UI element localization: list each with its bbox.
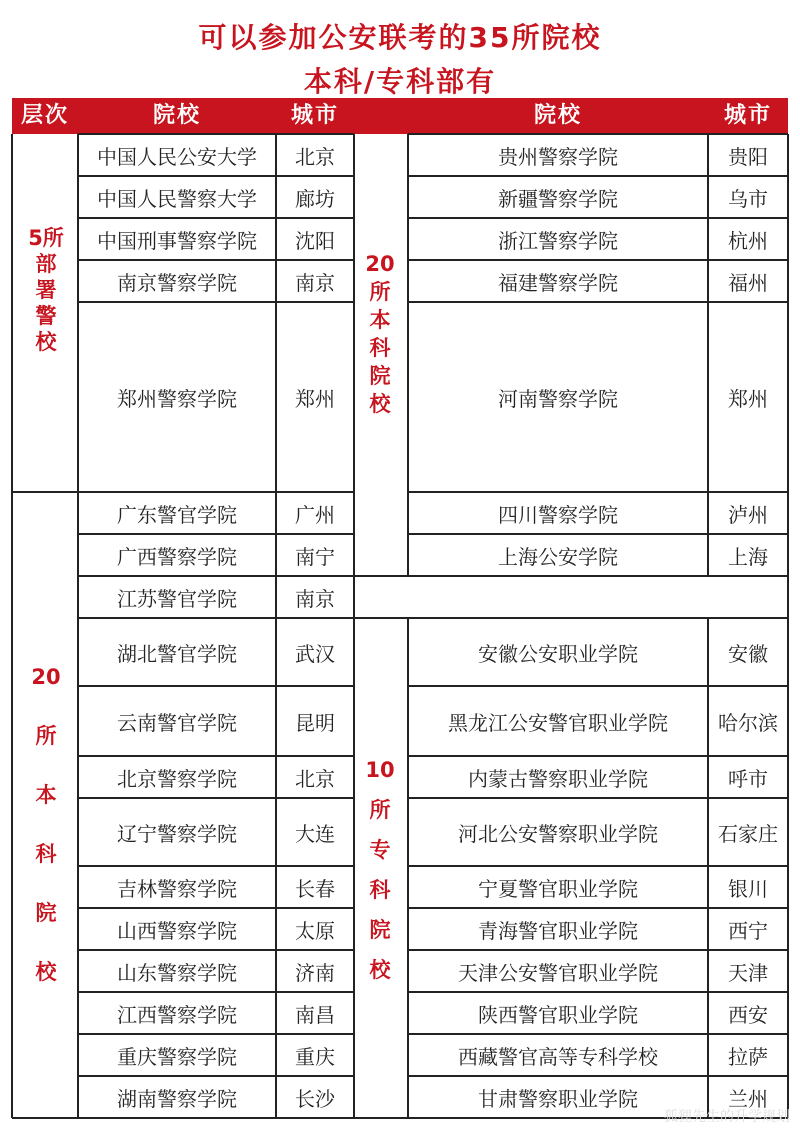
grid-line: [78, 617, 354, 619]
grid-line: [78, 685, 354, 687]
school-cell-right: 西藏警官高等专科学校: [458, 1044, 658, 1069]
school-cell-right: 贵州警察学院: [498, 144, 618, 169]
group-label-char: 20: [365, 252, 395, 276]
school-cell-right: 陕西警官职业学院: [478, 1002, 638, 1027]
group-label-char: 所: [369, 280, 391, 304]
grid-line: [11, 134, 13, 1118]
school-cell-right: 浙江警察学院: [498, 228, 618, 253]
school-cell-right: 宁夏警官职业学院: [478, 876, 638, 901]
group-label-char: 警: [35, 304, 57, 328]
city-cell-right: 兰州: [728, 1086, 768, 1111]
grid-line: [408, 865, 788, 867]
city-cell-right: 西安: [728, 1002, 768, 1027]
grid-line: [78, 1075, 354, 1077]
school-cell-right: 新疆警察学院: [498, 186, 618, 211]
group-label-char: 科: [35, 842, 57, 866]
grid-line: [78, 1033, 354, 1035]
group-label-char: 校: [35, 960, 57, 984]
city-cell-right: 安徽: [728, 641, 768, 666]
page-title: 可以参加公安联考的35所院校: [198, 21, 602, 54]
grid-line: [408, 1033, 788, 1035]
city-cell-right: 石家庄: [718, 821, 778, 846]
school-cell-left: 中国刑事警察学院: [97, 228, 257, 253]
city-cell-left: 南宁: [295, 544, 335, 569]
city-cell-left: 重庆: [295, 1044, 335, 1069]
grid-line: [78, 175, 354, 177]
city-cell-left: 济南: [295, 960, 335, 985]
school-cell-left: 广东警官学院: [117, 502, 237, 527]
school-cell-right: 黑龙江公安警官职业学院: [448, 710, 668, 735]
grid-line: [12, 491, 78, 493]
school-cell-left: 重庆警察学院: [117, 1044, 237, 1069]
grid-line: [408, 949, 788, 951]
group-label-char: 科: [369, 336, 391, 360]
grid-line: [12, 1117, 78, 1119]
grid-line: [78, 133, 354, 135]
header-school-left: 院校: [152, 103, 201, 128]
group-label-char: 本: [35, 783, 57, 807]
school-cell-left: 湖北警官学院: [117, 641, 237, 666]
grid-line: [78, 1117, 354, 1119]
city-cell-left: 沈阳: [295, 228, 335, 253]
city-cell-left: 郑州: [295, 386, 335, 411]
city-cell-left: 北京: [295, 766, 335, 791]
group-label-char: 校: [369, 392, 391, 416]
school-cell-right: 内蒙古警察职业学院: [468, 766, 648, 791]
grid-line: [408, 301, 788, 303]
city-cell-right: 贵阳: [728, 144, 768, 169]
city-cell-right: 西宁: [728, 918, 768, 943]
school-cell-left: 江西警察学院: [117, 1002, 237, 1027]
city-cell-right: 呼市: [728, 766, 768, 791]
city-cell-right: 上海: [728, 544, 768, 569]
city-cell-left: 南京: [295, 270, 335, 295]
grid-line: [78, 533, 354, 535]
header-city-left: 城市: [290, 103, 339, 128]
grid-line: [78, 797, 354, 799]
school-cell-left: 吉林警察学院: [117, 876, 237, 901]
school-cell-left: 郑州警察学院: [117, 386, 237, 411]
school-cell-right: 天津公安警官职业学院: [458, 960, 658, 985]
city-cell-right: 泸州: [728, 502, 768, 527]
group-label-undergrad-left: [26, 648, 66, 1002]
grid-line: [78, 491, 354, 493]
group-label-ministry: [26, 225, 66, 355]
grid-line: [78, 907, 354, 909]
city-cell-left: 北京: [295, 144, 335, 169]
school-cell-left: 北京警察学院: [117, 766, 237, 791]
school-cell-left: 山西警察学院: [117, 918, 237, 943]
school-cell-right: 福建警察学院: [498, 270, 618, 295]
city-cell-right: 拉萨: [728, 1044, 768, 1069]
grid-line: [408, 907, 788, 909]
school-cell-left: 南京警察学院: [117, 270, 237, 295]
school-cell-left: 广西警察学院: [117, 544, 237, 569]
city-cell-left: 南昌: [295, 1002, 335, 1027]
school-cell-left: 中国人民公安大学: [97, 144, 257, 169]
group-label-char: 校: [35, 330, 57, 354]
grid-line: [408, 217, 788, 219]
city-cell-left: 武汉: [295, 641, 335, 666]
grid-line: [77, 134, 79, 1118]
group-label-char: 20: [31, 665, 61, 689]
watermark: 狐狸先生的升学规划: [664, 1109, 790, 1125]
school-cell-left: 辽宁警察学院: [117, 821, 237, 846]
group-label-char: 部: [35, 252, 57, 276]
city-cell-right: 郑州: [728, 386, 768, 411]
city-cell-left: 大连: [295, 821, 335, 846]
grid-line: [78, 865, 354, 867]
group-label-undergrad-right: [360, 250, 400, 418]
school-cell-right: 河南警察学院: [498, 386, 618, 411]
grid-line: [78, 991, 354, 993]
grid-line: [408, 617, 788, 619]
city-cell-right: 乌市: [728, 186, 768, 211]
grid-line: [78, 575, 354, 577]
school-cell-left: 云南警官学院: [117, 710, 237, 735]
grid-line: [408, 491, 788, 493]
grid-line: [407, 618, 409, 1118]
grid-line: [354, 575, 408, 577]
grid-line: [408, 533, 788, 535]
city-cell-left: 广州: [295, 502, 335, 527]
grid-line: [408, 685, 788, 687]
city-cell-left: 南京: [295, 586, 335, 611]
grid-line: [78, 949, 354, 951]
grid-line: [787, 134, 789, 1118]
grid-line: [408, 1075, 788, 1077]
grid-line: [78, 259, 354, 261]
group-label-char: 院: [369, 918, 391, 942]
school-cell-right: 上海公安学院: [498, 544, 618, 569]
header-level: 层次: [20, 103, 69, 128]
grid-line: [408, 755, 788, 757]
city-cell-left: 昆明: [295, 710, 335, 735]
group-label-char: 5所: [28, 226, 64, 250]
school-cell-left: 江苏警官学院: [117, 586, 237, 611]
school-cell-left: 中国人民警察大学: [97, 186, 257, 211]
group-label-char: 本: [369, 308, 391, 332]
city-cell-right: 哈尔滨: [718, 710, 778, 735]
group-label-char: 院: [369, 364, 391, 388]
header-city-right: 城市: [723, 103, 772, 128]
grid-line: [408, 259, 788, 261]
grid-line: [408, 575, 788, 577]
grid-line: [408, 797, 788, 799]
group-label-char: 署: [35, 278, 57, 302]
city-cell-right: 杭州: [728, 228, 768, 253]
city-cell-right: 天津: [728, 960, 768, 985]
grid-line: [78, 217, 354, 219]
group-label-char: 所: [369, 798, 391, 822]
grid-line: [407, 134, 409, 576]
grid-line: [354, 1117, 408, 1119]
city-cell-left: 长沙: [295, 1086, 335, 1111]
grid-line: [275, 134, 277, 1118]
grid-line: [353, 134, 355, 1118]
group-label-char: 校: [369, 958, 391, 982]
group-label-char: 专: [369, 838, 391, 862]
group-label-vocational: [360, 750, 400, 990]
city-cell-left: 廊坊: [295, 186, 335, 211]
grid-line: [78, 301, 354, 303]
school-cell-right: 河北公安警察职业学院: [458, 821, 658, 846]
grid-line: [707, 134, 709, 576]
group-label-char: 所: [35, 724, 57, 748]
city-cell-left: 太原: [295, 918, 335, 943]
school-cell-right: 四川警察学院: [498, 502, 618, 527]
city-cell-left: 长春: [295, 876, 335, 901]
school-cell-left: 山东警察学院: [117, 960, 237, 985]
header-school-right: 院校: [533, 103, 582, 128]
school-cell-right: 安徽公安职业学院: [478, 641, 638, 666]
school-cell-right: 青海警官职业学院: [478, 918, 638, 943]
group-label-char: 科: [369, 878, 391, 902]
school-cell-left: 湖南警察学院: [117, 1086, 237, 1111]
grid-line: [78, 755, 354, 757]
group-label-char: 10: [365, 758, 395, 782]
grid-line: [408, 133, 788, 135]
grid-line: [408, 175, 788, 177]
grid-line: [707, 618, 709, 1118]
school-cell-right: 甘肃警察职业学院: [478, 1086, 638, 1111]
group-label-char: 院: [35, 901, 57, 925]
city-cell-right: 福州: [728, 270, 768, 295]
grid-line: [408, 991, 788, 993]
page-subtitle: 本科/专科部有: [303, 65, 497, 98]
city-cell-right: 银川: [728, 876, 768, 901]
